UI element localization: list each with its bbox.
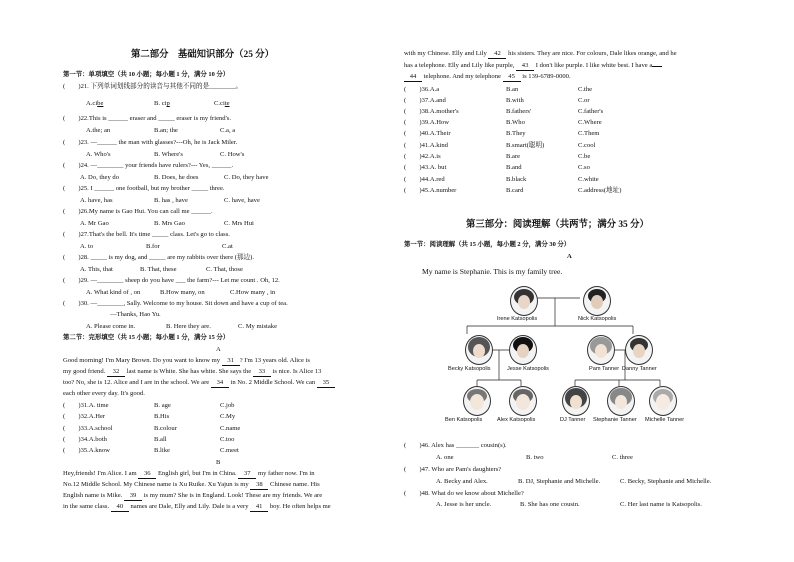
pb-l1c: English girl, but I'm in China. — [157, 470, 237, 477]
pbc-l1a: with my Chinese. Elly and Lily — [404, 50, 487, 57]
q42-option-a[interactable]: ( )42.A.is — [404, 153, 441, 160]
q23-option-c[interactable]: C. How's — [220, 151, 245, 158]
q33-option-c[interactable]: C.name — [220, 425, 241, 432]
blank-39[interactable]: 39 — [124, 491, 142, 501]
q27-option-c[interactable]: C.at — [222, 243, 233, 250]
pb-l2a: No.12 Middle School. My Chinese name is Xu Ruike. Xu Yajun is my — [63, 481, 249, 488]
pbc-l2a: has a telephone. Elly and Lily like purple, — [404, 62, 515, 69]
danny-face-icon — [626, 336, 652, 364]
q33-option-b[interactable]: B.colour — [154, 425, 177, 432]
q46-option-c[interactable]: C. three — [612, 454, 633, 461]
passage-a-line-1 — [63, 356, 310, 366]
name-danny: Danny Tanner — [622, 366, 657, 372]
q31-option-c[interactable]: C.job — [220, 402, 235, 409]
question-48: ( )48. What do we know about Michelle? — [404, 490, 524, 497]
pa-l2e: is nice. Is Alice 13 — [272, 368, 322, 375]
q29-option-c[interactable]: C.How many , in — [230, 289, 276, 296]
question-28: ( )28. _____ is my dog, and _____ are my rabbits over there (那边). — [63, 254, 254, 261]
question-22: ( )22.This is ______ eraser and _____ eraser is my friend's. — [63, 115, 232, 122]
q32-option-c[interactable]: C.My — [220, 413, 236, 420]
passage-a-line-4: each other every day. It's good. — [63, 390, 145, 397]
q38-option-a[interactable]: ( )38.A.mother's — [404, 108, 459, 115]
q39-option-c[interactable]: C.Where — [578, 119, 602, 126]
alex-portrait — [509, 386, 537, 416]
section2-title: 第二节：完形填空（共 15 小题；每小题 1 分，满分 15 分） — [63, 334, 230, 341]
q38-option-c[interactable]: C.father's — [578, 108, 604, 115]
question-30: ( )30. —________, Sally. Welcome to my house. Sit down and have a cup of tea. — [63, 300, 288, 307]
pbc-l3b: telephone. And my telephone — [423, 73, 501, 80]
q38-option-b[interactable]: B.fathers' — [506, 108, 532, 115]
part2-title: 第二部分 基础知识部分（25 分） — [131, 50, 274, 60]
q21-option-a[interactable] — [86, 99, 103, 108]
blank-37[interactable]: 37 — [238, 469, 256, 479]
irene-face-icon — [511, 287, 537, 315]
q46-option-a[interactable]: A. one — [436, 454, 454, 461]
q21-option-b[interactable] — [154, 99, 170, 108]
name-nick: Nick Katsopolis — [578, 316, 617, 322]
ben-face-icon — [464, 387, 490, 415]
passage-b-line-3 — [63, 491, 322, 501]
q36-option-c[interactable]: C.the — [578, 86, 593, 93]
name-irene: Irene Katsopolis — [497, 316, 538, 322]
q39-option-b[interactable]: B.Who — [506, 119, 525, 126]
q42-option-c[interactable]: C.be — [578, 153, 591, 160]
q22-option-c[interactable]: C.a, a — [220, 127, 236, 134]
q35-option-c[interactable]: C.meet — [220, 447, 239, 454]
q36-option-a[interactable]: ( )36.A.a — [404, 86, 440, 93]
q28-option-b[interactable]: B. That, these — [140, 266, 177, 273]
q43-option-c[interactable]: C.so — [578, 164, 590, 171]
q40-option-a[interactable]: ( )40.A.Their — [404, 130, 451, 137]
name-becky: Becky Katsopolis — [448, 366, 491, 372]
pb-l3a: English name is Mike. — [63, 492, 123, 499]
blank-33[interactable]: 33 — [253, 367, 271, 377]
blank-38[interactable]: 38 — [250, 480, 268, 490]
passage-a-line-3 — [63, 378, 335, 388]
pa-l2a: my good friend. — [63, 368, 106, 375]
passage-b-line-2 — [63, 480, 320, 490]
q46-option-b[interactable]: B. two — [526, 454, 544, 461]
passage-b-cont-line-2 — [404, 61, 662, 71]
name-alex: Alex Katsopolis — [497, 417, 536, 423]
passage-b-cont-line-3 — [404, 72, 571, 82]
q47-option-a[interactable]: A. Becky and Alex. — [436, 478, 488, 485]
q37-option-c[interactable]: C.or — [578, 97, 590, 104]
q22-option-b[interactable]: B.an; the — [154, 127, 178, 134]
q43-option-b[interactable]: B.and — [506, 164, 522, 171]
name-michelle: Michelle Tanner — [645, 417, 685, 423]
passage-b-line-4 — [63, 502, 331, 512]
becky-portrait — [465, 335, 493, 365]
pb-l2c: Chinese name. His — [270, 481, 320, 488]
q26-option-c[interactable]: C. Mrs Hui — [224, 220, 254, 227]
name-dj: DJ Tanner — [560, 417, 586, 423]
pa-l1c: ? I'm 13 years old. Alice is — [239, 357, 310, 364]
q34-option-b[interactable]: B.all — [154, 436, 167, 443]
q29-option-a[interactable]: A. What kind of , on — [86, 289, 141, 296]
q21-c-prefix: C.ci — [214, 100, 225, 107]
q31-option-a[interactable]: ( )31.A. time — [63, 402, 109, 409]
jesse-face-icon — [510, 336, 536, 364]
blank-34[interactable]: 34 — [211, 378, 229, 388]
q45-option-c[interactable]: C.address(地址) — [578, 187, 622, 194]
question-46: ( )46. Alex has _______ cousin(s). — [404, 442, 507, 449]
q36-option-b[interactable]: B.an — [506, 86, 519, 93]
q21-option-c[interactable] — [214, 99, 230, 108]
question-21: ( )21. 下列单词划线部分的读音与其他不同的是________。 — [63, 83, 243, 90]
pbc-l3d: is 139-6789-0000. — [522, 73, 571, 80]
q35-option-a[interactable]: ( )35.A.know — [63, 447, 110, 454]
nick-face-icon — [584, 287, 610, 315]
pbc-l2c: I don't like purple. I like white best. I have a — [535, 62, 653, 69]
pb-l4a: in the same class. — [63, 503, 110, 510]
q44-option-b[interactable]: B.black — [506, 176, 527, 183]
question-29: ( )29. —________ sheep do you have ___ the farm?--- Let me count . Oh, 12. — [63, 277, 280, 284]
question-23: ( )23. —______ the man with glasses?---Oh, he is Jack Miler. — [63, 139, 238, 146]
section1-title: 第一节：单项填空（共 10 小题；每小题 1 分，满分 10 分） — [63, 71, 230, 78]
danny-portrait — [625, 335, 653, 365]
name-pam: Pam Tanner — [589, 366, 620, 372]
blank-40[interactable]: 40 — [111, 502, 129, 512]
q37-option-a[interactable]: ( )37.A.and — [404, 97, 446, 104]
passage-b-line-1 — [63, 469, 315, 479]
pb-l1a: Hey,friends! I'm Alice. I am — [63, 470, 137, 477]
q40-option-c[interactable]: C.Them — [578, 130, 600, 137]
q21-b-prefix: B. ci — [154, 100, 167, 107]
q30-option-c[interactable]: C. My mistake — [238, 323, 278, 330]
pb-l4c: names are Dale, Elly and Lily. Dale is a very — [130, 503, 249, 510]
question-27: ( )27.That's the bell. It's time _____ class. Let's go to class. — [63, 231, 230, 238]
passage-b-cont-line-1 — [404, 49, 677, 59]
q41-option-c[interactable]: C.cool — [578, 142, 596, 149]
passage-a-label: A — [216, 346, 221, 353]
q23-option-a[interactable]: A. Who's — [86, 151, 111, 158]
blank-41[interactable]: 41 — [250, 502, 268, 512]
name-stephanie: Stephanie Tanner — [593, 417, 637, 423]
q27-option-a[interactable]: A. to — [80, 243, 94, 250]
q25-option-a[interactable]: A. have, has — [80, 197, 113, 204]
q30-option-a[interactable]: A. Please come in. — [86, 323, 136, 330]
reading-section1-title: 第一节：阅读理解（共 15 小题，每小题 2 分，满分 30 分） — [404, 241, 571, 248]
q40-option-b[interactable]: B.They — [506, 130, 526, 137]
family-tree — [415, 284, 715, 429]
q21-c-rest: te — [224, 100, 230, 107]
q25-option-c[interactable]: C. have, have — [224, 197, 260, 204]
q27-option-b[interactable]: B.for — [146, 243, 160, 250]
q21-a-prefix: A.ci — [86, 100, 98, 107]
q47-option-c[interactable]: C. Becky, Stephanie and Michelle. — [620, 478, 712, 485]
michelle-portrait — [649, 386, 677, 416]
q35-option-b[interactable]: B.like — [154, 447, 170, 454]
q30-option-b[interactable]: B. Here they are. — [166, 323, 211, 330]
michelle-face-icon — [650, 387, 676, 415]
q21-b-rest: p — [166, 100, 170, 107]
q42-option-b[interactable]: B.are — [506, 153, 521, 160]
jesse-portrait — [509, 335, 537, 365]
q29-option-b[interactable]: B.How many, on — [160, 289, 205, 296]
q31-option-b[interactable]: B. age — [154, 402, 171, 409]
pb-l4e: boy. He often helps me — [269, 503, 331, 510]
alex-face-icon — [510, 387, 536, 415]
name-jesse: Jesse Katsopolis — [507, 366, 549, 372]
irene-portrait — [510, 286, 538, 316]
passage-a-line-2 — [63, 367, 321, 377]
q24-option-a[interactable]: A. Do, they do — [80, 174, 120, 181]
q45-option-b[interactable]: B.card — [506, 187, 524, 194]
q48-option-a[interactable]: A. Jesse is her uncle. — [436, 501, 492, 508]
q32-option-a[interactable]: ( )32.A.Her — [63, 413, 106, 420]
q32-option-b[interactable]: B.His — [154, 413, 170, 420]
q48-option-c[interactable]: C. Her last name is Katsopolis. — [620, 501, 702, 508]
q39-option-a[interactable]: ( )39.A.How — [404, 119, 450, 126]
name-ben: Ben Katsopolis — [445, 417, 483, 423]
pa-l1a: Good morning! I'm Mary Brown. Do you want to know my — [63, 357, 221, 364]
pa-l3a: too? No, she is 12. Alice and I are in the school. We are — [63, 379, 210, 386]
q41-option-b[interactable]: B.smart(聪明) — [506, 142, 545, 149]
blank-35[interactable]: 35 — [317, 378, 335, 388]
question-26: ( )26.My name is Gao Hui. You can call me ______. — [63, 208, 213, 215]
blank-31[interactable]: 31 — [222, 356, 240, 366]
pb-l1e: my father now. I'm in — [257, 470, 315, 477]
pb-l3c: is my mum? She is in England. Look! These are my friends. We are — [143, 492, 323, 499]
question-30-reply: —Thanks, Hao Yu. — [110, 311, 161, 318]
q34-option-a[interactable]: ( )34.A.both — [63, 436, 107, 443]
stephanie-face-icon — [608, 387, 634, 415]
passage-b-label: B — [216, 459, 221, 466]
q44-option-a[interactable]: ( )44.A.red — [404, 176, 445, 183]
q28-option-c[interactable]: C. That, those — [206, 266, 243, 273]
blank-36[interactable]: 36 — [138, 469, 156, 479]
q43-option-a[interactable]: ( )43.A. but — [404, 164, 447, 171]
reading-a-label: A — [567, 253, 572, 260]
q48-option-b[interactable]: B. She has one cousin. — [520, 501, 580, 508]
q24-option-b[interactable]: B. Does, he does — [154, 174, 199, 181]
q37-option-b[interactable]: B.with — [506, 97, 524, 104]
blank-32[interactable]: 32 — [107, 367, 125, 377]
q22-option-a[interactable]: A.the; an — [86, 127, 111, 134]
question-47: ( )47. Who are Pam's daughters? — [404, 466, 502, 473]
q23-option-b[interactable]: B. Where's — [154, 151, 183, 158]
pam-portrait — [587, 335, 615, 365]
pam-face-icon — [588, 336, 614, 364]
q41-option-a[interactable]: ( )41.A.kind — [404, 142, 448, 149]
question-24: ( )24. —________ your friends have rulers?--- Yes, ______. — [63, 162, 234, 169]
blank-43[interactable]: 43 — [516, 61, 534, 71]
stephanie-portrait — [607, 386, 635, 416]
dj-face-icon — [563, 387, 589, 415]
q33-option-a[interactable]: ( )33.A.school — [63, 425, 113, 432]
pbc-l1c: his sisters. They are nice. For colours, Dale likes orange, and he — [508, 50, 677, 57]
part3-title: 第三部分：阅读理解（共两节；满分 35 分） — [466, 220, 649, 230]
pa-l3c: in No. 2 Middle School. We can — [230, 379, 316, 386]
q45-option-a[interactable]: ( )45.A.number — [404, 187, 457, 194]
q26-option-b[interactable]: B. Mrs Gao — [154, 220, 185, 227]
blank-44[interactable]: 44 — [404, 72, 422, 82]
nick-portrait — [583, 286, 611, 316]
q47-option-b[interactable]: B. DJ, Stephanie and Michelle. — [518, 478, 601, 485]
dj-portrait — [562, 386, 590, 416]
blank-42[interactable]: 42 — [488, 49, 506, 59]
pa-l2c: last name is White. She has white. She says the — [126, 368, 252, 375]
q24-option-c[interactable]: C. Do, they have — [224, 174, 269, 181]
q44-option-c[interactable]: C.white — [578, 176, 599, 183]
becky-face-icon — [466, 336, 492, 364]
blank-45[interactable]: 45 — [503, 72, 521, 82]
q21-a-rest: be — [97, 100, 104, 107]
q28-option-a[interactable]: A. This, that — [80, 266, 113, 273]
q26-option-a[interactable]: A. Mr Gao — [80, 220, 109, 227]
q25-option-b[interactable]: B. has , have — [154, 197, 188, 204]
q34-option-c[interactable]: C.too — [220, 436, 235, 443]
ben-portrait — [463, 386, 491, 416]
family-intro: My name is Stephanie. This is my family tree. — [422, 267, 563, 276]
question-25: ( )25. I ______ one football, but my brother _____ three. — [63, 185, 225, 192]
